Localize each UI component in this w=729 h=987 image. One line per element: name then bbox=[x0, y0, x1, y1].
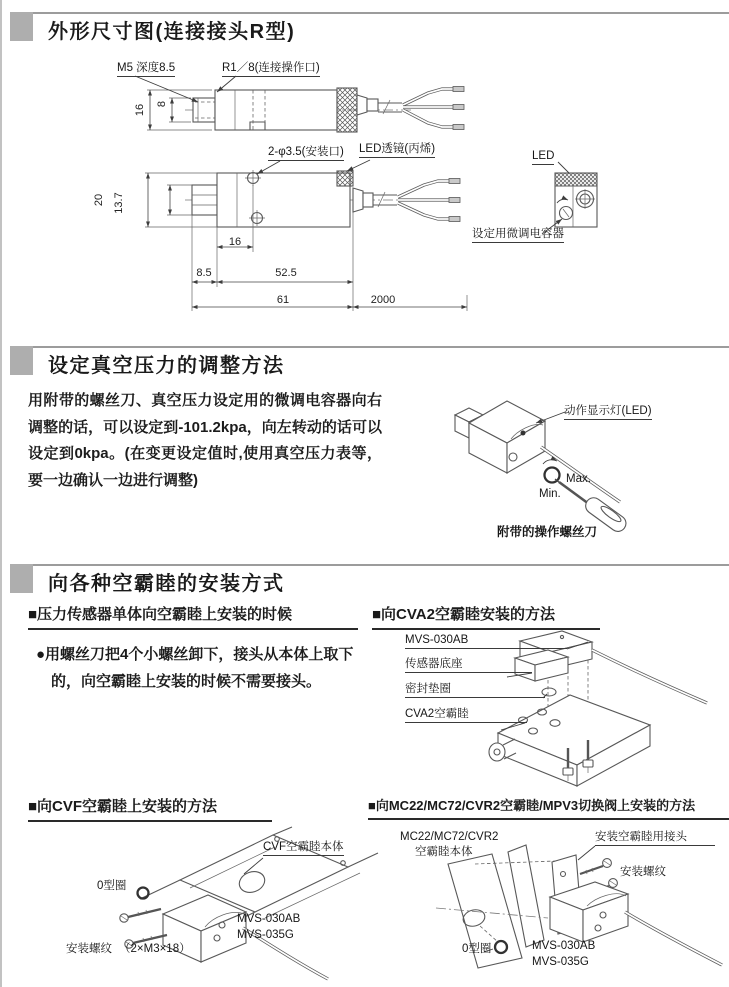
dim-hex-flats: 13.7 bbox=[113, 192, 125, 214]
label-mvs030ab: MVS-030AB bbox=[237, 913, 301, 925]
label-mc-body-line2: 空霸睦本体 bbox=[415, 846, 473, 858]
label-mc-body-line1: MC22/MC72/CVR2 bbox=[400, 831, 499, 843]
label-cva2-valve: CVA2空霸睦 bbox=[405, 708, 527, 723]
dim-hole-offset: 16 bbox=[228, 236, 242, 248]
section2-title: 设定真空压力的调整方法 bbox=[48, 355, 285, 377]
adjustment-paragraph: 用附带的螺丝刀、真空压力设定用的微调电容器向右调整的话，可以设定到-101.2kpa，向左转动的话可以设定到0kpa。(在变更设定值时,使用真空压力表等，要一边确认一边进行调整) bbox=[28, 392, 382, 489]
label-cvf-body: CVF空霸睦本体 bbox=[263, 841, 344, 856]
o-ring bbox=[138, 888, 149, 899]
cable-wires bbox=[403, 87, 464, 130]
label-seal-gasket: 密封垫圈 bbox=[405, 683, 545, 698]
label-min: Min. bbox=[539, 488, 561, 500]
cable-wires bbox=[398, 179, 460, 222]
page-left-border bbox=[0, 0, 2, 987]
dim-cable-length: 2000 bbox=[370, 294, 396, 306]
section1-title: 外形尺寸图(连接接头R型) bbox=[48, 21, 296, 43]
label-o-ring: 0型圈 bbox=[97, 880, 127, 892]
label-o-ring: 0型圈 bbox=[462, 943, 492, 955]
section-rule bbox=[33, 12, 729, 14]
label-attached-screwdriver: 附带的操作螺丝刀 bbox=[497, 525, 598, 539]
sensor-isometric bbox=[455, 401, 545, 473]
section-rule bbox=[33, 346, 729, 348]
label-mvs035g: MVS-035G bbox=[532, 956, 589, 968]
dim-total-length: 61 bbox=[276, 294, 290, 306]
label-led: LED bbox=[532, 150, 554, 165]
section-marker-square bbox=[10, 12, 33, 41]
label-mvs030ab: MVS-030AB bbox=[532, 940, 596, 952]
subheading-cva2-mount: ■向CVA2空霸睦安装的方法 bbox=[372, 603, 600, 630]
subheading-cvf-mount: ■向CVF空霸睦上安装的方法 bbox=[28, 795, 272, 822]
label-mvs030ab: MVS-030AB bbox=[405, 634, 567, 649]
label-max: Max. bbox=[566, 473, 591, 485]
subheading-mc-mount: ■向MC22/MC72/CVR2空霸睦/MPV3切换阀上安装的方法 bbox=[368, 795, 729, 820]
label-r18-port: R1／8(连接操作口) bbox=[222, 62, 320, 77]
label-adapter-joint: 安装空霸睦用接头 bbox=[595, 831, 715, 846]
single-mount-note: ●用螺丝刀把4个小螺丝卸下，接头从本体上取下的，向空霸睦上安装的时候不需要接头。 bbox=[36, 646, 354, 690]
dim-a: 8.5 bbox=[196, 267, 212, 279]
gasket-plane bbox=[508, 845, 544, 947]
label-sensor-base: 传感器底座 bbox=[405, 658, 532, 673]
dim-thread-height: 8 bbox=[156, 100, 168, 108]
label-led-lens: LED透镜(丙烯) bbox=[359, 143, 435, 158]
label-m5-thread: M5 深度8.5 bbox=[117, 62, 175, 77]
dim-b: 52.5 bbox=[275, 267, 297, 279]
o-ring bbox=[495, 941, 507, 953]
label-thread-spec: （2×M3×18） bbox=[119, 943, 191, 955]
label-mount-thread: 安装螺纹 bbox=[620, 866, 666, 878]
section3-title: 向各种空霸睦的安装方式 bbox=[48, 573, 285, 595]
label-operation-led: 动作显示灯(LED) bbox=[564, 405, 652, 420]
section-rule bbox=[33, 564, 729, 566]
label-trimmer-capacitor: 设定用微调电容器 bbox=[472, 228, 564, 243]
label-mvs035g: MVS-035G bbox=[237, 929, 294, 941]
dim-body-width: 20 bbox=[93, 193, 105, 207]
label-mount-thread: 安装螺纹 bbox=[66, 943, 112, 955]
dim-body-height: 16 bbox=[134, 103, 146, 117]
top-view-drawing bbox=[90, 145, 490, 315]
label-mount-holes: 2-φ3.5(安装口) bbox=[268, 146, 344, 161]
section-marker-square bbox=[10, 564, 33, 593]
section-marker-square bbox=[10, 346, 33, 375]
subheading-single-mount: ■压力传感器单体向空霸睦上安装的时候 bbox=[28, 603, 358, 630]
